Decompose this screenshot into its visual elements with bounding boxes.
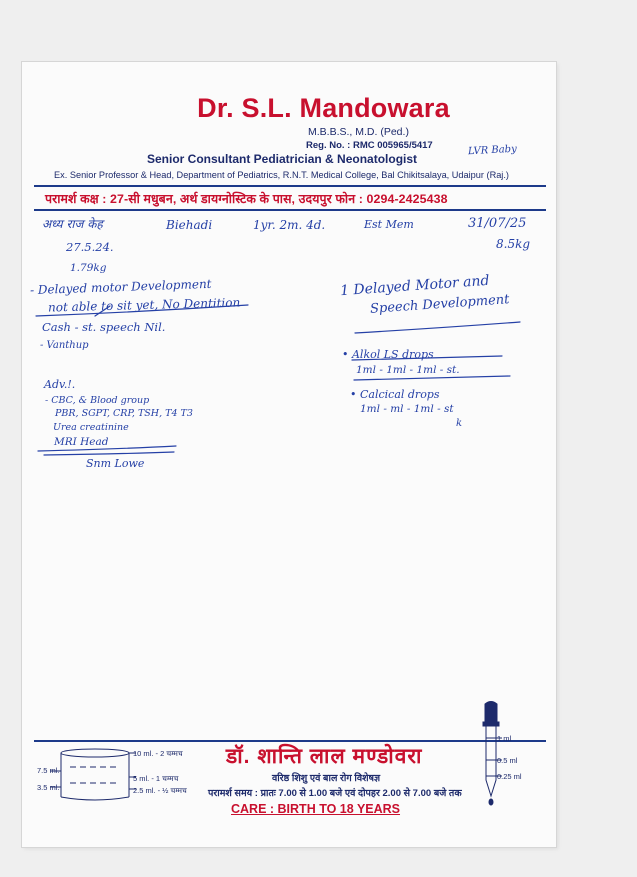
care-line: CARE : BIRTH TO 18 YEARS xyxy=(231,802,401,816)
signature: Snm Lowe xyxy=(86,457,145,470)
cup-label-7-5ml: 7.5 ml. xyxy=(37,766,60,775)
medication-line: k xyxy=(456,418,463,429)
sex-field: Est Mem xyxy=(364,218,414,231)
birth-weight: 1.79kg xyxy=(70,262,107,274)
medication-line: • Calcical drops xyxy=(350,388,440,401)
ex-position: Ex. Senior Professor & Head, Department of Pediatrics, R.N.T. Medical College, Bal Chikitsalaya, Udaipur (Raj.) xyxy=(54,170,509,180)
history-line: Cash - st. speech Nil. xyxy=(42,320,166,334)
cup-label-2-5ml: 2.5 ml. - ½ चम्मच xyxy=(133,786,187,795)
specialty: Senior Consultant Pediatrician & Neonatologist xyxy=(147,152,418,166)
investigation-underline-2 xyxy=(44,452,174,455)
dropper-tube xyxy=(486,726,496,796)
history-line: - Delayed motor Development xyxy=(29,276,212,298)
consultation-hours: परामर्श समय : प्रातः 7.00 से 1.00 बजे एवं दोपहर 2.00 से 7.00 बजे तक xyxy=(208,788,462,799)
handwritten-name-line: अध्य राज केह xyxy=(42,217,103,231)
investigation-line: - CBC, & Blood group xyxy=(45,395,150,406)
footer-doctor-name: डॉ. शान्ति लाल मण्डोवरा xyxy=(226,745,423,768)
investigation-underline-1 xyxy=(38,446,176,451)
patient-age: 1yr. 2m. 4d. xyxy=(253,218,326,232)
dropper-icon xyxy=(476,700,506,808)
diagnosis-line: Speech Development xyxy=(369,292,510,317)
corner-note: LVR Baby xyxy=(467,143,518,158)
history-line: - Vanthup xyxy=(40,340,89,351)
investigation-line: PBR, SGPT, CRP, TSH, T4 T3 xyxy=(55,408,193,419)
cup-base xyxy=(61,797,129,800)
history-arrow xyxy=(95,306,110,316)
medication-line: • Alkol LS drops xyxy=(342,348,434,361)
visit-date: 31/07/25 xyxy=(468,216,527,231)
diagnosis-underline xyxy=(355,322,520,333)
history-underline xyxy=(36,305,248,316)
dropper-label-0-25ml: 0.25 ml xyxy=(497,772,522,781)
footer-qualification: वरिष्ठ शिशु एवं बाल रोग विशेषज्ञ xyxy=(272,773,381,784)
patient-weight: 8.5kg xyxy=(496,237,531,251)
advice-title: Adv.!. xyxy=(44,378,76,391)
dropper-label-0-5ml: 0.5 ml xyxy=(497,756,518,765)
cup-label-3-5ml: 3.5 ml. xyxy=(37,783,60,792)
medication-line: 1ml - ml - 1ml - st xyxy=(360,403,454,415)
date-of-birth: 27.5.24. xyxy=(66,240,114,254)
med-underline xyxy=(354,376,510,380)
doctor-degrees: M.B.B.S., M.D. (Ped.) xyxy=(308,126,409,138)
investigation-line: MRI Head xyxy=(54,436,109,448)
med-separator xyxy=(352,356,502,360)
dropper-label-1ml: 1 ml xyxy=(497,734,512,743)
patient-name: Biehadi xyxy=(166,218,213,232)
cup-rim xyxy=(61,749,129,757)
dropper-collar xyxy=(483,722,499,726)
cup-label-10ml: 10 ml. - 2 चम्मच xyxy=(133,749,183,758)
diagnosis-line: 1 Delayed Motor and xyxy=(339,272,490,300)
dropper-bulb xyxy=(485,702,497,723)
cup-label-5ml: 5 ml. - 1 चम्मच xyxy=(133,774,179,783)
doctor-name: Dr. S.L. Mandowara xyxy=(197,93,450,123)
dropper-drop xyxy=(489,799,493,805)
history-line: not able to sit yet, No Dentition xyxy=(47,295,241,315)
investigation-line: Urea creatinine xyxy=(53,422,129,433)
medication-line: 1ml - 1ml - 1ml - st. xyxy=(356,364,460,376)
registration-number: Reg. No. : RMC 005965/5417 xyxy=(306,140,433,151)
clinic-address: परामर्श कक्ष : 27-सी मधुबन, अर्थ डायग्नोस्टिक के पास, उदयपुर फोन : 0294-2425438 xyxy=(45,192,448,206)
